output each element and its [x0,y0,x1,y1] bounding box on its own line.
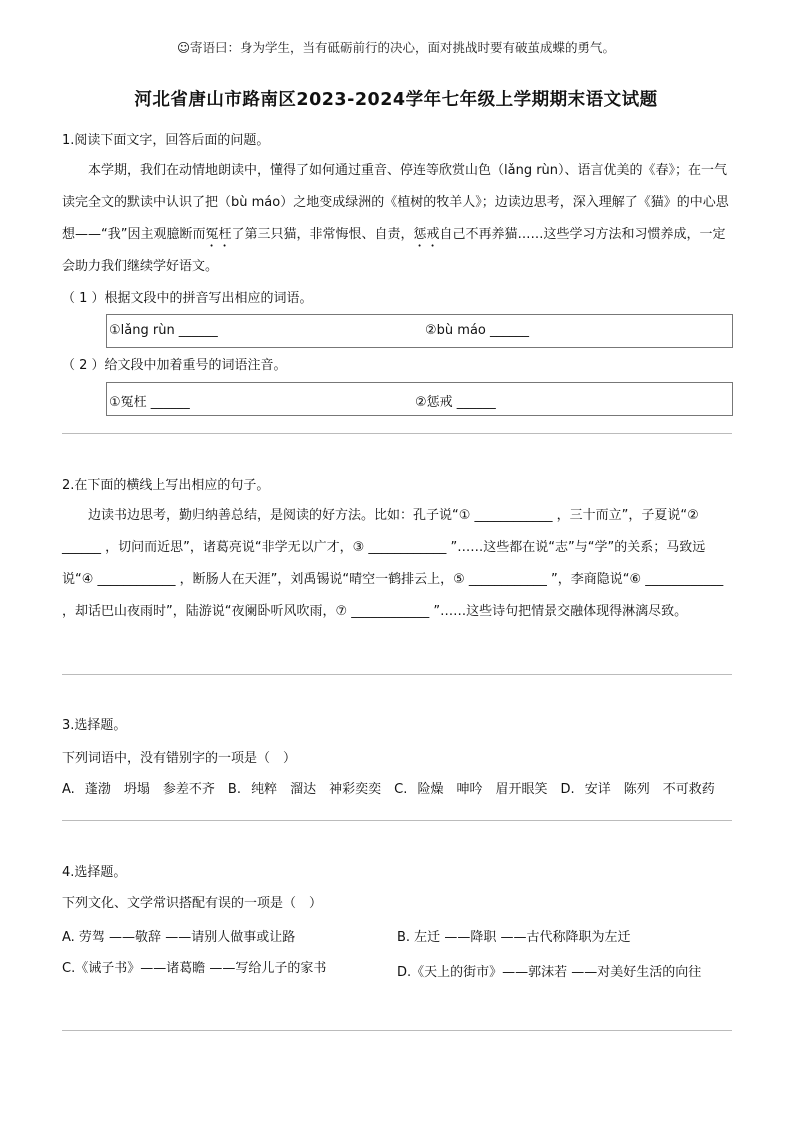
q1-sub2-blank-b[interactable]: ②惩戒 ______ [415,395,496,410]
q1-emphasis-word-1: 冤枉 [205,227,232,242]
q4-stem: 下列文化、文学常识搭配有误的一项是（ ） [62,896,323,911]
q1-sub1-blank-b[interactable]: ②bù máo ______ [425,323,529,338]
q1-passage-part2: 了第三只猫，非常悔恨、自责， [231,227,414,242]
q4-heading: 4.选择题。 [62,865,127,880]
q2-heading: 2.在下面的横线上写出相应的句子。 [62,478,270,493]
q1-sub1-answer-box [106,314,733,348]
q1-sub2-label: （ 2 ）给文段中加着重号的词语注音。 [62,358,287,373]
q1-sub2-blank-a[interactable]: ①冤枉 ______ [109,395,190,410]
q4-option-a: A. 劳驾 ——敬辞 ——请别人做事或让路 [62,930,296,945]
q1-passage [62,155,734,283]
q2-passage: 边读书边思考，勤归纳善总结，是阅读的好方法。比如：孔子说“① ____________ ，三十而立”，子夏说“② ______ ，切问而近思”，诸葛亮说“非学无以广才，③ ____________ ”……这些都在说“志”与“学”的关系；马致远说“④ ____________ ，断肠人在天涯”，刘禹锡说“晴空一鹤排云上，⑤ ____________ ”，李商隐说“⑥ ____________ ，却话巴山夜雨时”，陆游说“夜阑卧听风吹雨，⑦ ____________ ”……这些诗句把情景交融体现得淋漓尽致。 [62,508,724,619]
divider [62,674,732,675]
q3-heading: 3.选择题。 [62,718,127,733]
q1-sub1-blank-a[interactable]: ①lǎng rùn ______ [109,323,218,338]
motto: ☺寄语曰：身为学生，当有砥砺前行的决心，面对挑战时要有破茧成蝶的勇气。 [176,40,616,55]
q1-sub2-answer-box [106,382,733,416]
divider [62,433,732,434]
q3-options: A. 蓬渤 坍塌 参差不齐 B. 纯粹 溜达 神彩奕奕 C. 险燥 呻吟 眉开眼笑 D. 安详 陈列 不可救药 [62,782,715,797]
q1-passage-part3: 自己不再养猫……这些学习方法和习惯养成，一定会助力我们继续学好语文。 [62,227,726,274]
divider [62,1030,732,1031]
page-title: 河北省唐山市路南区2023-2024学年七年级上学期期末语文试题 [134,90,658,110]
q1-emphasis-word-2: 惩戒 [413,227,440,242]
q4-option-c: C.《诫子书》——诸葛瞻 ——写给儿子的家书 [62,961,327,976]
q3-stem: 下列词语中，没有错别字的一项是（ ） [62,751,297,766]
q1-heading: 1.阅读下面文字，回答后面的问题。 [62,133,270,148]
q1-sub1-label: （ 1 ）根据文段中的拼音写出相应的词语。 [62,291,313,306]
divider [62,820,732,821]
q4-option-b: B. 左迁 ——降职 ——古代称降职为左迁 [397,930,631,945]
q1-passage-part1: 本学期，我们在动情地朗读中，懂得了如何通过重音、停连等欣赏山色（lǎng rùn）、语言优美的《春》；在一气读完全文的默读中认识了把（bù máo）之地变成绿洲的《植树的牧羊人》；边读边思考，深入理解了《猫》的中心思想——“我”因主观臆断而 [62,163,729,242]
q4-option-d: D.《天上的街市》——郭沫若 ——对美好生活的向往 [397,965,702,980]
